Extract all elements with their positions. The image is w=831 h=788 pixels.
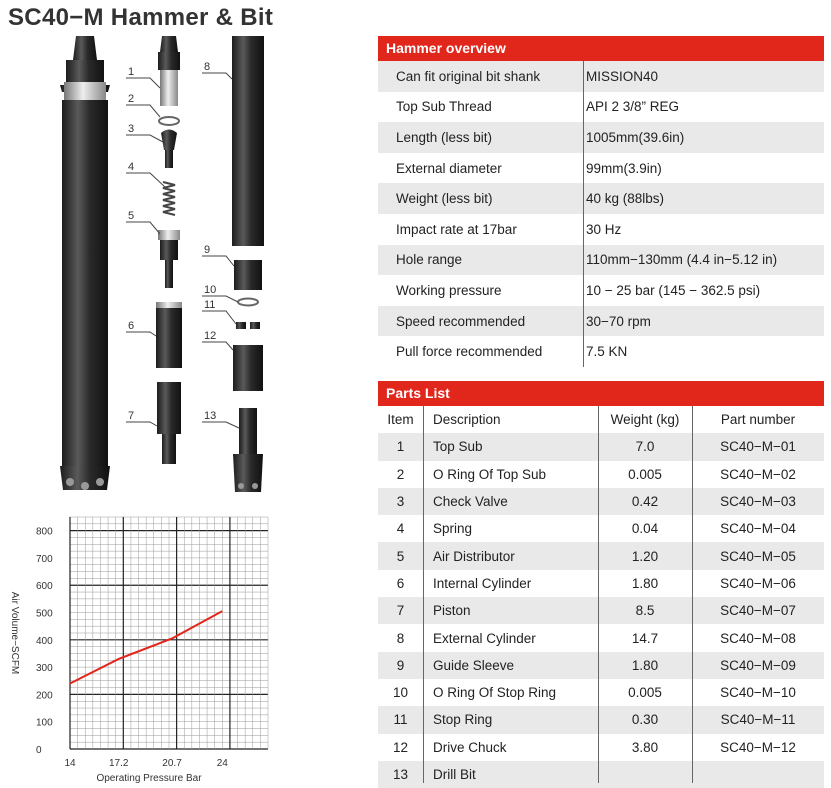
overview-key: Length (less bit) bbox=[396, 129, 493, 145]
callout-12: 12 bbox=[204, 330, 217, 342]
overview-value: API 2 3/8” REG bbox=[586, 99, 680, 115]
table-row bbox=[378, 597, 824, 624]
part-1-top-sub-drawing bbox=[158, 36, 180, 106]
part-weight: 3.80 bbox=[631, 739, 659, 755]
part-description: Air Distributor bbox=[433, 548, 515, 564]
x-tick-label: 24 bbox=[216, 758, 228, 769]
overview-row bbox=[378, 245, 824, 276]
part-number: SC40−M−03 bbox=[720, 494, 796, 510]
part-9-guide-sleeve-drawing bbox=[234, 260, 262, 290]
hammer-overview-header: Hammer overview bbox=[378, 36, 824, 61]
overview-value: 30 Hz bbox=[586, 221, 622, 237]
part-number: SC40−M−12 bbox=[720, 739, 796, 755]
part-item: 3 bbox=[396, 494, 405, 510]
part-number: SC40−M−07 bbox=[720, 603, 796, 619]
table-row bbox=[378, 488, 824, 515]
table-row bbox=[378, 433, 824, 460]
part-description: Guide Sleeve bbox=[433, 657, 515, 673]
table-row bbox=[378, 542, 824, 569]
parts-column-divider bbox=[692, 406, 693, 783]
callout-5: 5 bbox=[128, 210, 135, 222]
part-weight: 0.30 bbox=[631, 712, 659, 728]
y-tick-label: 500 bbox=[36, 608, 53, 620]
overview-value: 99mm(3.9in) bbox=[586, 160, 662, 176]
part-item: 2 bbox=[396, 466, 405, 482]
part-weight: 1.20 bbox=[631, 548, 659, 564]
part-weight: 0.005 bbox=[628, 466, 662, 482]
part-weight: 0.04 bbox=[631, 521, 659, 537]
y-tick-label: 800 bbox=[36, 526, 53, 538]
air-volume-chart bbox=[0, 505, 290, 783]
part-item: 11 bbox=[393, 712, 408, 728]
part-description: Top Sub bbox=[433, 439, 483, 455]
part-12-drive-chuck-drawing bbox=[233, 345, 263, 391]
part-item: 10 bbox=[392, 685, 409, 701]
part-number: SC40−M−01 bbox=[720, 439, 796, 455]
part-weight: 1.80 bbox=[631, 657, 659, 673]
callout-11: 11 bbox=[204, 299, 216, 311]
overview-value: 7.5 KN bbox=[586, 344, 628, 360]
part-number: SC40−M−08 bbox=[720, 630, 796, 646]
table-row bbox=[378, 624, 824, 651]
table-row bbox=[378, 652, 824, 679]
part-10-o-ring-drawing bbox=[238, 299, 258, 306]
part-description: O Ring Of Top Sub bbox=[433, 466, 547, 482]
overview-value: 1005mm(39.6in) bbox=[586, 129, 685, 145]
part-number: SC40−M−11 bbox=[720, 712, 796, 728]
callout-leaders bbox=[126, 73, 239, 428]
callout-1: 1 bbox=[128, 66, 135, 78]
part-description: Drive Chuck bbox=[433, 739, 507, 755]
x-tick-label: 20.7 bbox=[162, 758, 182, 769]
parts-column-divider bbox=[598, 406, 599, 783]
callout-7: 7 bbox=[128, 410, 135, 422]
callout-6: 6 bbox=[128, 320, 135, 332]
x-tick-label: 14 bbox=[64, 758, 76, 769]
part-description: External Cylinder bbox=[433, 630, 536, 646]
part-5-air-distributor-drawing bbox=[158, 230, 180, 288]
y-tick-label: 100 bbox=[36, 717, 53, 729]
table-row bbox=[378, 734, 824, 761]
part-number: SC40−M−09 bbox=[720, 657, 796, 673]
part-description: Internal Cylinder bbox=[433, 575, 532, 591]
overview-row bbox=[378, 61, 824, 92]
overview-row bbox=[378, 122, 824, 153]
part-description: Check Valve bbox=[433, 494, 508, 510]
overview-row bbox=[378, 214, 824, 245]
overview-value: 110mm−130mm (4.4 in−5.12 in) bbox=[586, 252, 778, 268]
part-description: Piston bbox=[433, 603, 471, 619]
overview-key: Pull force recommended bbox=[396, 344, 543, 360]
part-number: SC40−M−10 bbox=[720, 685, 796, 701]
callout-9: 9 bbox=[204, 244, 211, 256]
part-weight: 14.7 bbox=[631, 630, 659, 646]
overview-key: Speed recommended bbox=[396, 313, 526, 329]
overview-value: 10 − 25 bar (145 − 362.5 psi) bbox=[586, 282, 761, 298]
part-6-internal-cylinder-drawing bbox=[156, 302, 182, 368]
parts-column-divider bbox=[423, 406, 424, 783]
part-8-external-cylinder-drawing bbox=[232, 36, 264, 246]
part-number: SC40−M−04 bbox=[720, 521, 796, 537]
y-tick-label: 400 bbox=[36, 635, 53, 647]
table-row bbox=[378, 679, 824, 706]
part-7-piston-drawing bbox=[157, 382, 181, 464]
overview-key: Hole range bbox=[396, 252, 463, 268]
part-item: 13 bbox=[392, 767, 409, 782]
table-row bbox=[378, 515, 824, 542]
overview-row bbox=[378, 275, 824, 306]
overview-row bbox=[378, 336, 824, 367]
chart-grid bbox=[70, 517, 268, 749]
part-item: 12 bbox=[392, 739, 409, 755]
hammer-parts-illustration bbox=[0, 30, 300, 500]
overview-value: 40 kg (88lbs) bbox=[586, 191, 665, 207]
overview-key: Can fit original bit shank bbox=[396, 68, 541, 84]
part-item: 4 bbox=[396, 521, 405, 537]
overview-value: MISSION40 bbox=[586, 68, 659, 84]
y-tick-label: 200 bbox=[36, 690, 53, 702]
column-header-weight: Weight (kg) bbox=[610, 412, 680, 428]
part-3-check-valve-drawing bbox=[161, 130, 177, 169]
table-row bbox=[378, 461, 824, 488]
hammer-overview-table bbox=[378, 36, 824, 367]
overview-key: Weight (less bit) bbox=[396, 191, 493, 207]
part-item: 5 bbox=[396, 548, 405, 564]
part-item: 1 bbox=[396, 439, 405, 455]
parts-list-header: Parts List bbox=[378, 381, 824, 406]
callout-2: 2 bbox=[128, 93, 135, 105]
overview-key: Working pressure bbox=[396, 282, 502, 298]
callout-10: 10 bbox=[204, 284, 217, 296]
part-item: 6 bbox=[396, 575, 405, 591]
table-row bbox=[378, 570, 824, 597]
overview-row bbox=[378, 92, 824, 123]
overview-column-divider bbox=[583, 61, 584, 367]
part-description: Drill Bit bbox=[433, 767, 476, 782]
overview-key: Top Sub Thread bbox=[396, 99, 492, 115]
part-weight: 0.42 bbox=[631, 494, 659, 510]
y-tick-label: 0 bbox=[36, 745, 42, 756]
part-description: O Ring Of Stop Ring bbox=[433, 685, 557, 701]
y-tick-label: 300 bbox=[36, 663, 53, 675]
callout-4: 4 bbox=[128, 161, 135, 173]
overview-key: Impact rate at 17bar bbox=[396, 221, 517, 237]
x-tick-label: 17.2 bbox=[109, 758, 129, 769]
parts-list-column-headers bbox=[378, 406, 824, 433]
part-number: SC40−M−05 bbox=[720, 548, 796, 564]
part-2-o-ring-drawing bbox=[159, 117, 179, 125]
column-header-part-number: Part number bbox=[720, 412, 796, 428]
part-description: Spring bbox=[433, 521, 473, 537]
y-tick-label: 600 bbox=[36, 581, 53, 593]
callout-13: 13 bbox=[204, 410, 217, 422]
y-tick-label: 700 bbox=[36, 553, 53, 565]
part-weight: 0.005 bbox=[628, 685, 662, 701]
part-weight: 8.5 bbox=[635, 603, 655, 619]
overview-value: 30−70 rpm bbox=[586, 313, 651, 329]
overview-row bbox=[378, 306, 824, 337]
chart-x-axis-label: Operating Pressure Bar bbox=[96, 773, 202, 783]
part-weight: 7.0 bbox=[635, 439, 655, 455]
part-number: SC40−M−06 bbox=[720, 575, 796, 591]
part-number: SC40−M−02 bbox=[720, 466, 796, 482]
callout-8: 8 bbox=[204, 61, 211, 73]
chart-y-axis-label: Air Volume−SCFM bbox=[9, 591, 20, 675]
overview-row bbox=[378, 153, 824, 184]
column-header-description: Description bbox=[433, 412, 501, 428]
page-title: SC40−M Hammer & Bit bbox=[8, 4, 274, 31]
table-row bbox=[378, 761, 824, 788]
part-item: 9 bbox=[396, 657, 405, 673]
part-13-drill-bit-drawing bbox=[233, 408, 263, 492]
part-weight: 1.80 bbox=[631, 575, 659, 591]
overview-row bbox=[378, 183, 824, 214]
table-row bbox=[378, 706, 824, 733]
overview-key: External diameter bbox=[396, 160, 502, 176]
part-11-stop-ring-drawing bbox=[236, 322, 260, 329]
assembled-hammer-drawing bbox=[60, 36, 110, 490]
parts-list-table bbox=[378, 381, 824, 788]
part-description: Stop Ring bbox=[433, 712, 493, 728]
column-header-item: Item bbox=[387, 412, 414, 428]
callout-3: 3 bbox=[128, 123, 135, 135]
part-item: 7 bbox=[396, 603, 405, 619]
part-item: 8 bbox=[396, 630, 405, 646]
